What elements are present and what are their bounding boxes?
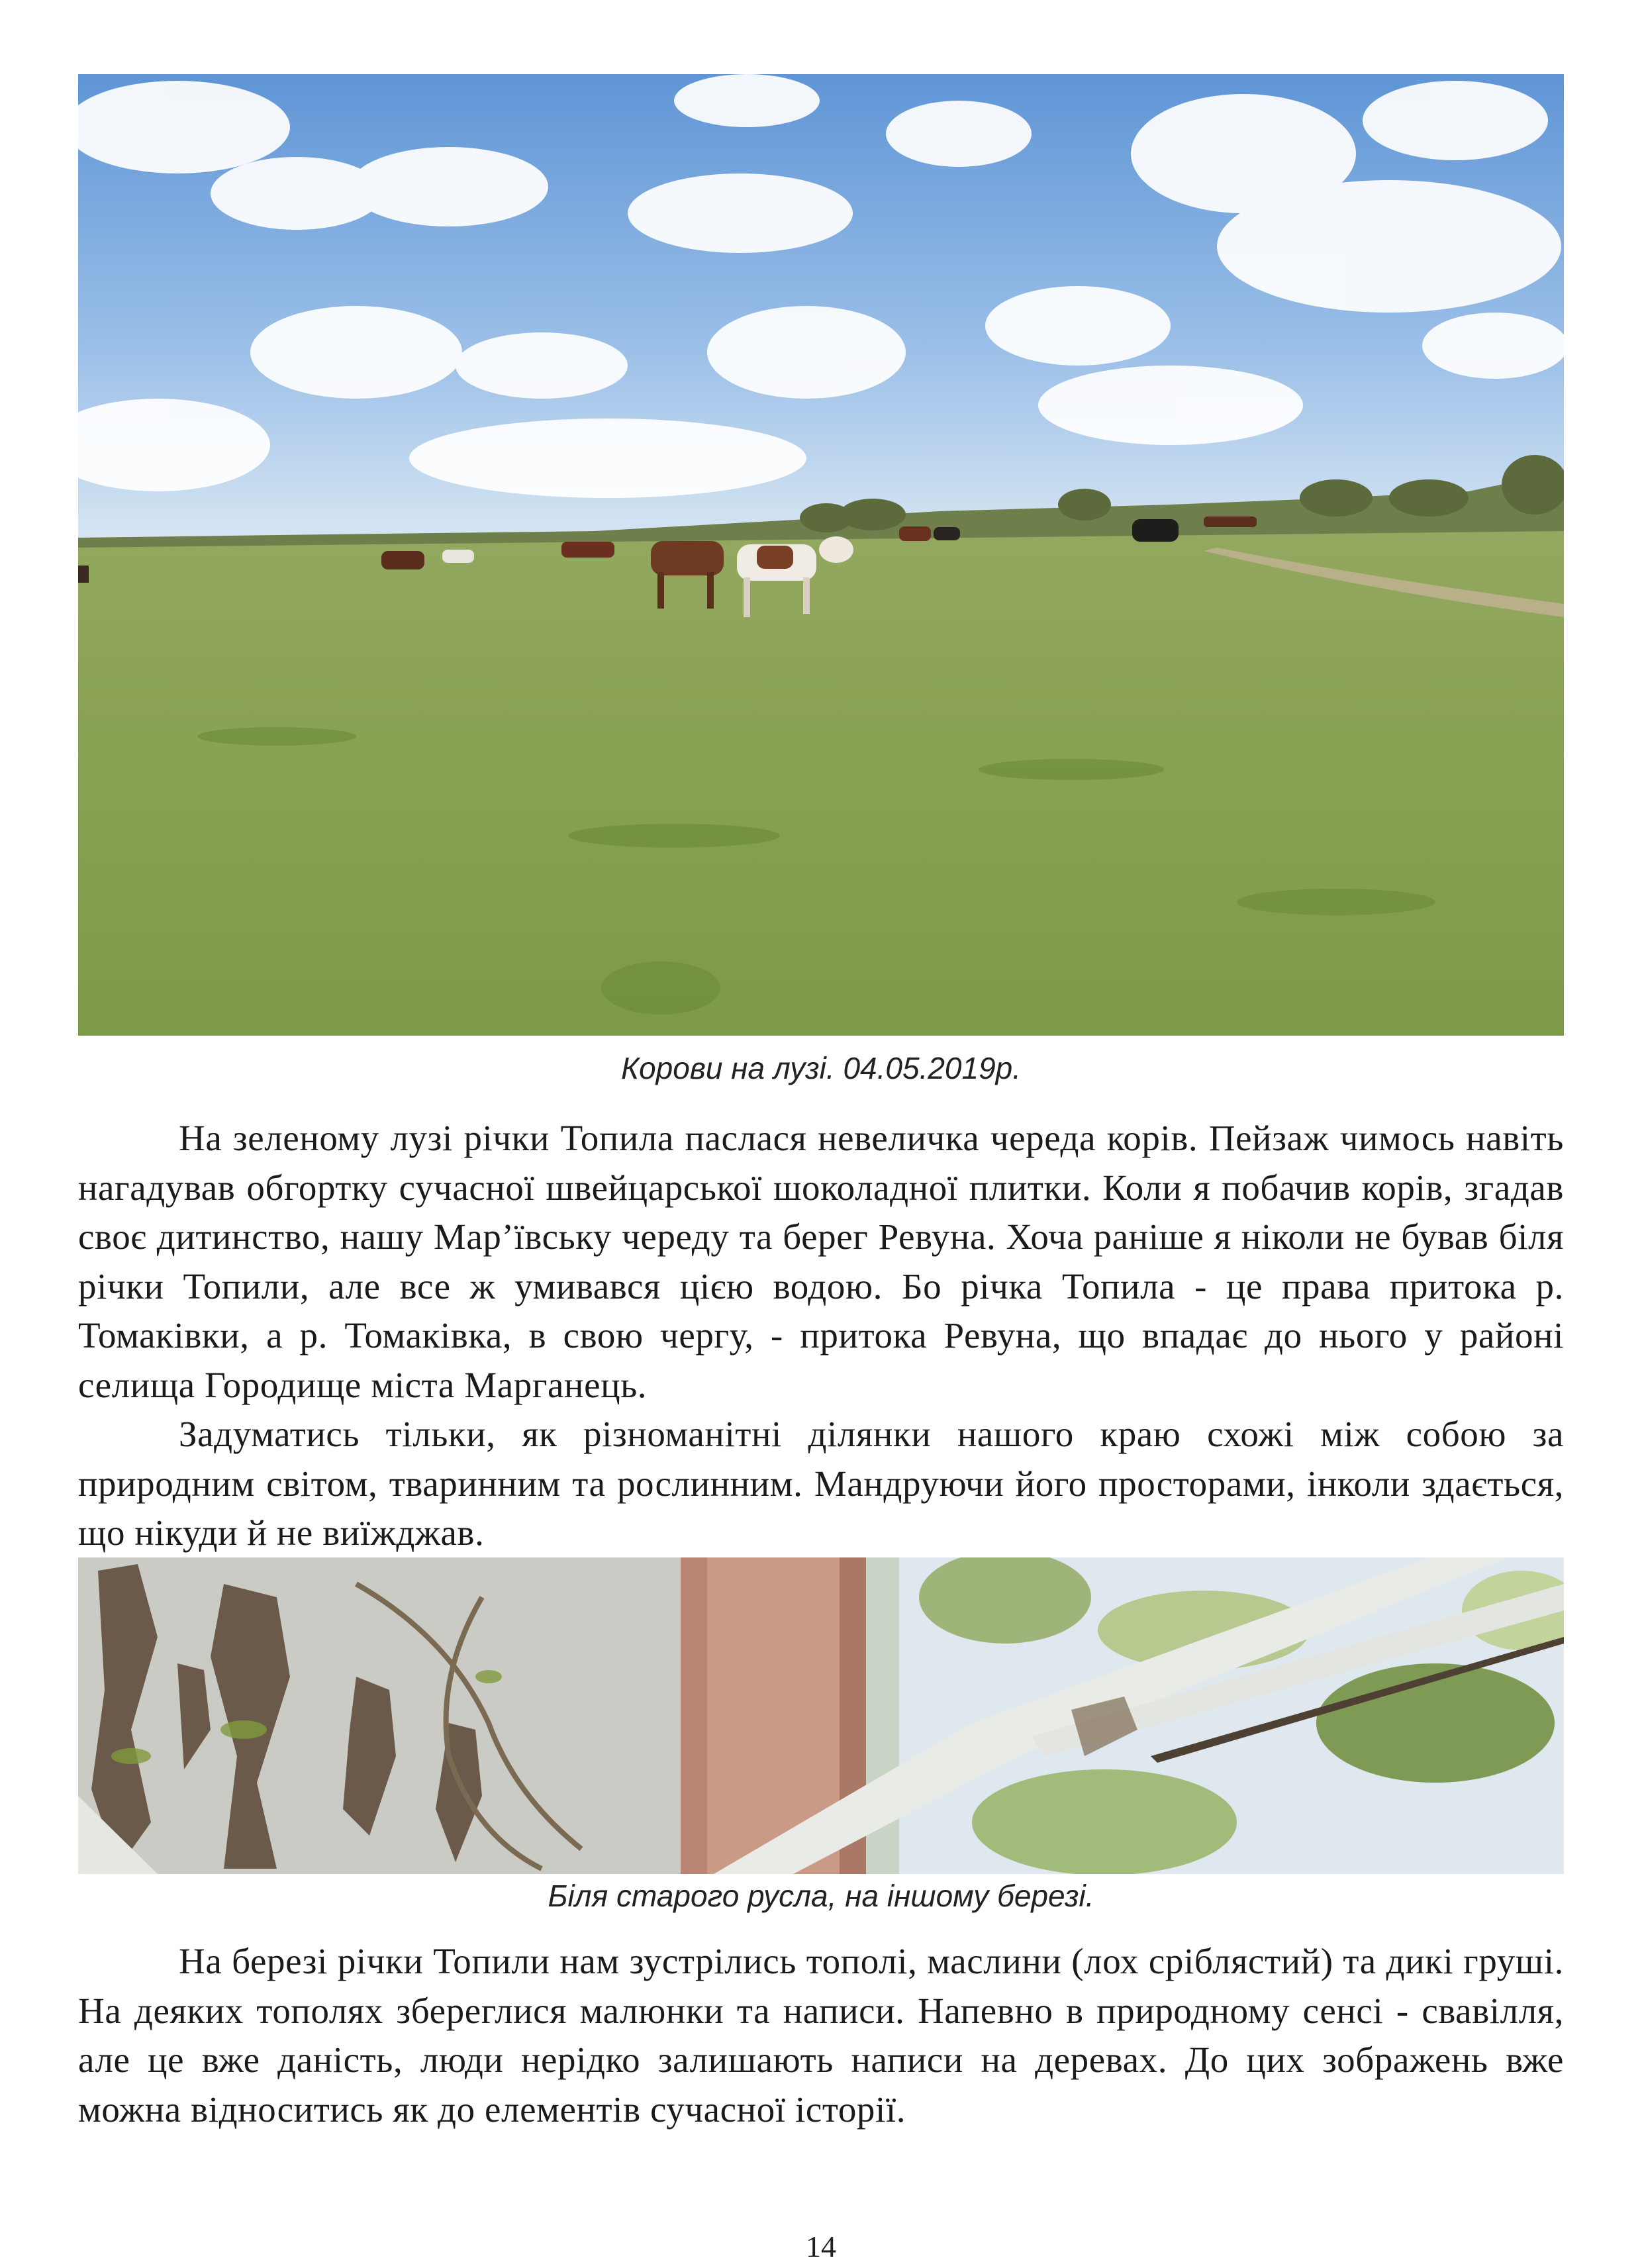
figure-caption: Біля старого русла, на іншому березі. [548,1879,1094,1913]
paragraph: На березі річки Топили нам зустрілись тополі, маслини (лох сріблястий) та дикі груші. На деяких тополях збереглися малюнки та написи. Напевно в природному сенсі - свавілля, але це вже даність, люди нерідко залишають написи на деревах. До цих зображень вже можна відноситись як до елементів сучасної історії. [78,1941,1564,2130]
paragraph: Задуматись тільки, як різноманітні ділянки нашого краю схожі між собою за природним світом, тваринним та рослинним. Мандруючи його просторами, інколи здається, що нікуди й не виїжджав. [78,1414,1564,1553]
body-text [78,1937,1564,2134]
page-number: 14 [806,2230,836,2263]
paragraph: На зеленому лузі річки Топила паслася невеличка череда корів. Пейзаж чимось навіть нагадував обгортку сучасної швейцарської шоколадної плитки. Коли я побачив корів, згадав своє дитинство, нашу Мар’ївську череду та берег Ревуна. Хоча раніше я ніколи не бував біля річки Топили, але все ж умивався цією водою. Бо річка Топила - це права притока р. Томаківки, а р. Томаківка, в свою чергу, - притока Ревуна, що впадає до нього у районі селища Городище міста Марганець. [78,1118,1564,1405]
figure-caption: Корови на лузі. 04.05.2019р. [620,1051,1022,1085]
photo-cows-on-meadow [78,74,1564,1036]
body-text [78,1114,1564,1558]
photo-poplar-trunks-and-branch [78,1557,1564,1874]
